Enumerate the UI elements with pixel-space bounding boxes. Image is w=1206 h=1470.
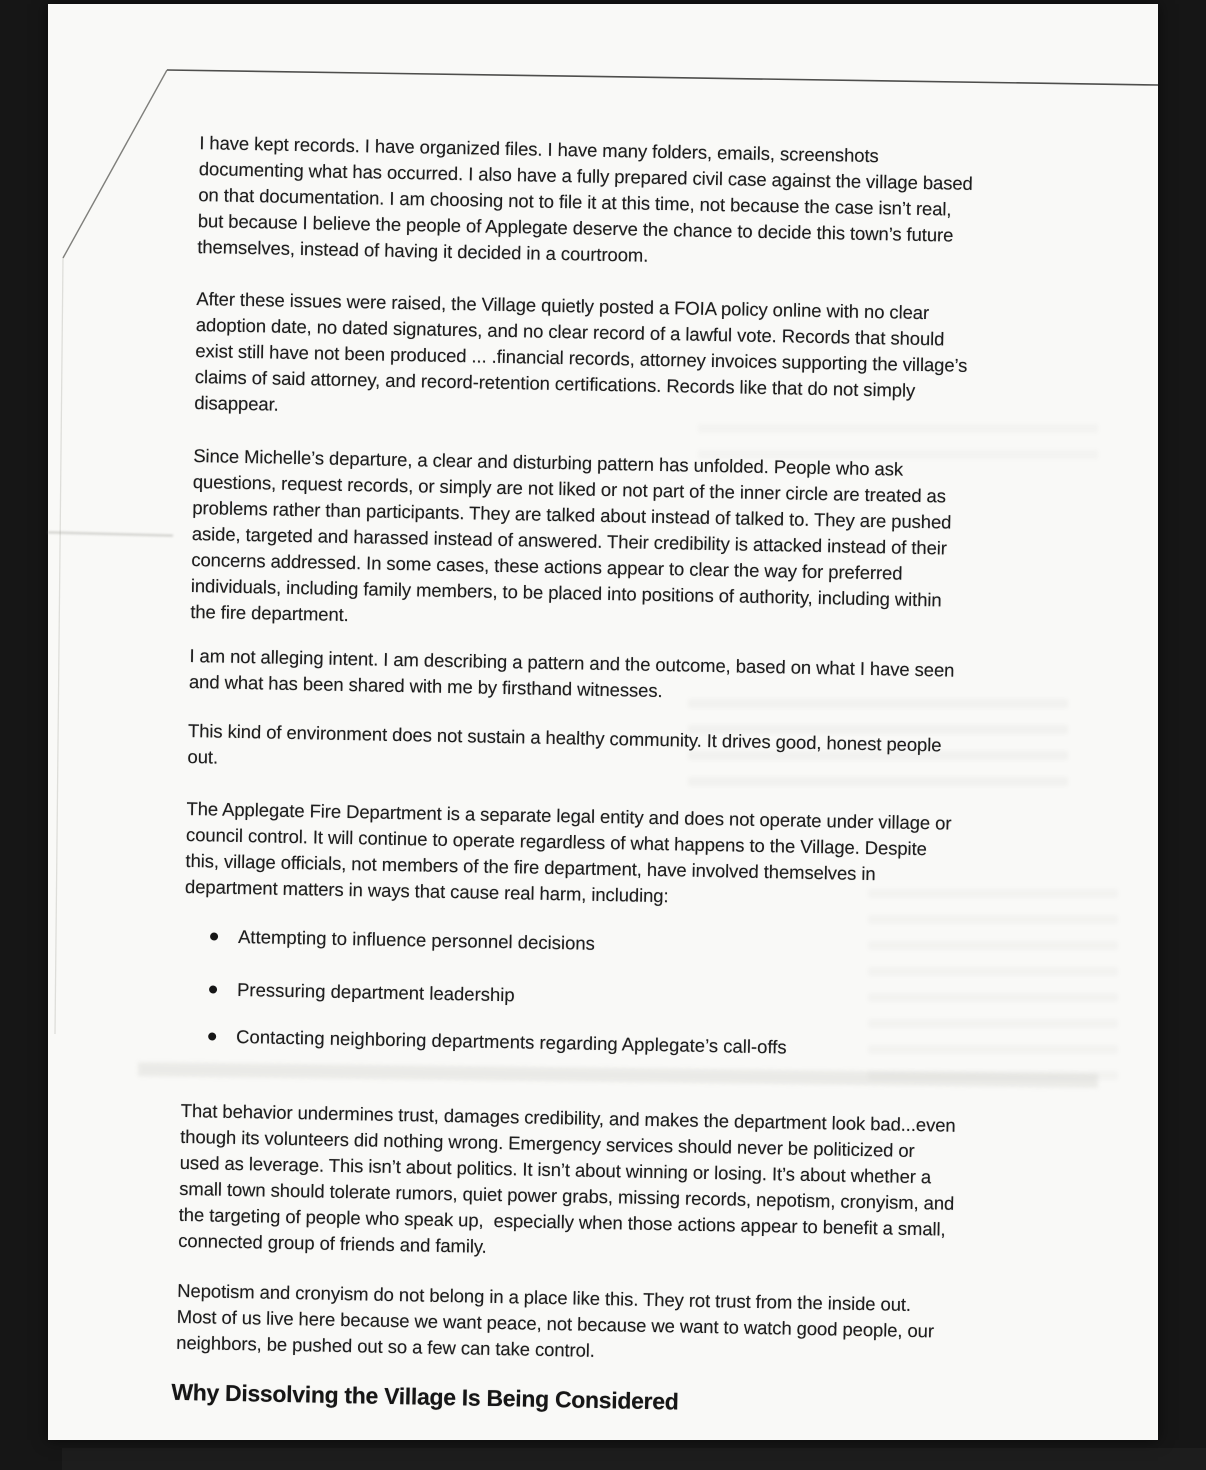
bullet-item-personnel (210, 923, 1110, 966)
paragraph-behavior-undermines: That behavior undermines trust, damages credibility, and makes the department look bad...even though its volunteers did nothing wrong. Emergency services should never be politicized or used as leverage. This isn’t about politics. It isn’t about winning or losing. It’s about whether a small town should tolerate rumors, quiet power grabs, missing records, nepotism, cronyism, and the targeting of people who speak up, especially when those actions appear to benefit a small, connected group of friends and family. (178, 1099, 956, 1257)
paragraph-fire-department: The Applegate Fire Department is a separate legal entity and does not operate under village or council control. It will continue to operate regardless of what happens to the Village. Despite this, village officials, not members of the fire department, have involved themselves in department matters in ways that cause real harm, including: (184, 797, 952, 907)
bullet-text: Pressuring department leadership (236, 978, 515, 1006)
section-heading-dissolving-village: Why Dissolving the Village Is Being Considered (171, 1378, 679, 1415)
paragraph-nepotism: Nepotism and cronyism do not belong in a place like this. They rot trust from the inside out. Most of us live here because we want peace, not because we want to watch good people, our neighbors, be pushed out so a few can take control. (176, 1279, 935, 1361)
paragraph-not-alleging-intent: I am not alleging intent. I am describing a pattern and the outcome, based on what I have seen and what has been shared with me by firsthand witnesses. (188, 644, 955, 702)
letter-body (20, 0, 1157, 1457)
bullet-text: Attempting to influence personnel decisions (237, 925, 596, 954)
bullet-marker (209, 985, 217, 993)
paragraph-records-kept: I have kept records. I have organized files. I have many folders, emails, screenshots documenting what has occurred. I also have a fully prepared civil case against the village based on that documentation. I am choosing not to file it at this time, not because the case isn’t real, but because I believe the people of Applegate deserve the chance to decide this town’s future themselves, instead of having it decided in a courtroom. (197, 132, 973, 266)
bullet-item-leadership (209, 976, 1109, 1019)
bullet-marker (210, 932, 218, 940)
bullet-text: Contacting neighboring departments regarding Applegate’s call-offs (235, 1025, 787, 1058)
paragraph-environment: This kind of environment does not sustain a healthy community. It drives good, honest people out. (187, 719, 942, 768)
paragraph-foia-policy: After these issues were raised, the Village quietly posted a FOIA policy online with no clear adoption date, no dated signatures, and no clear record of a lawful vote. Records that should exist still have not been produced ... .financial records, attorney invoices supporting the village’s claims of said attorney, and record-retention certifications. Records like that do not simply disappear. (194, 288, 968, 415)
bullet-marker (208, 1032, 216, 1040)
scanned-letter-page (48, 4, 1158, 1440)
paragraph-pattern-unfolded: Since Michelle’s departure, a clear and disturbing pattern has unfolded. People who ask questions, request records, or simply are not liked or not part of the inner circle are treated as problems rather than participants. They are talked about instead of talked to. They are pushed aside, targeted and harassed instead of answered. Their credibility is attacked instead of their concerns addressed. In some cases, these actions appear to clear the way for preferred individuals, including family members, to be placed into positions of authority, including within the fire department. (190, 445, 952, 626)
bullet-item-call-offs (208, 1023, 1108, 1066)
